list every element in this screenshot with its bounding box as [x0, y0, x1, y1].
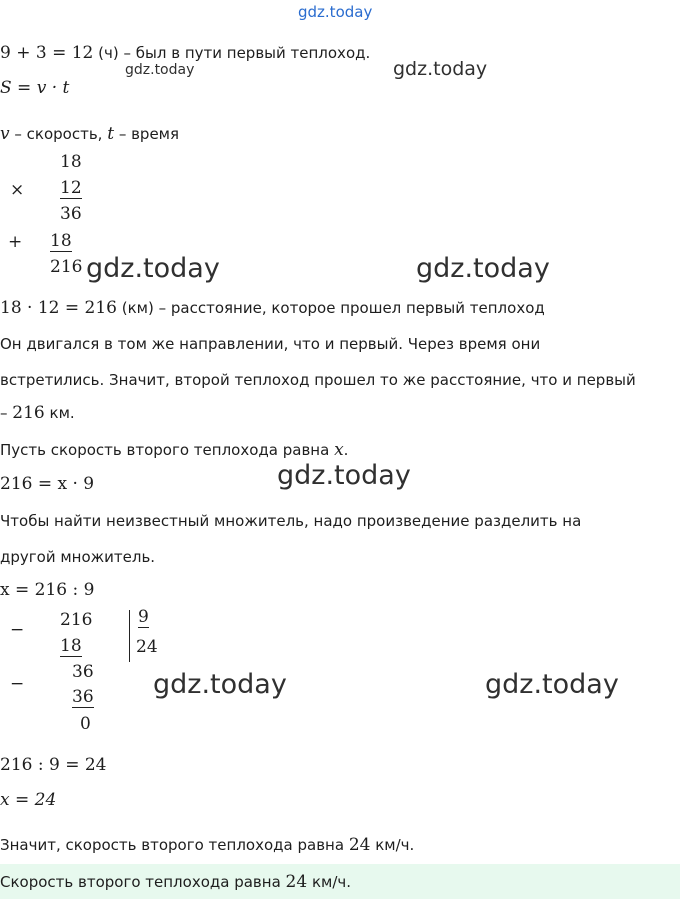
- distance-math: 18 · 12 = 216: [0, 298, 117, 318]
- travel-time-line: [0, 45, 370, 62]
- km-unit: км.: [44, 404, 75, 422]
- answer-line: [0, 874, 351, 891]
- watermark: gdz.today: [485, 669, 619, 700]
- let-dot: .: [343, 441, 349, 459]
- formula-legend: [0, 126, 179, 143]
- mult-factor-a: 18: [60, 152, 82, 172]
- watermark: gdz.today: [153, 669, 287, 700]
- paragraph-line: встретились. Значит, второй теплоход прошел то же расстояние, что и первый: [0, 371, 636, 389]
- watermark: gdz.today: [86, 253, 220, 284]
- distance-text: – расстояние, которое прошел первый теплоход: [153, 299, 545, 317]
- watermark: gdz.today: [393, 58, 488, 80]
- distance-line: [0, 300, 545, 317]
- mult-factor-b: 12: [60, 178, 82, 198]
- legend-speed: – скорость,: [9, 125, 108, 143]
- dash: –: [0, 404, 13, 422]
- answer-text: Скорость второго теплохода равна: [0, 873, 286, 891]
- mult-plus-sign: +: [8, 232, 23, 252]
- answer-number: 24: [285, 872, 308, 892]
- legend-t: t: [107, 124, 115, 144]
- legend-time: – время: [114, 125, 180, 143]
- watermark: gdz.today: [277, 460, 411, 491]
- conclusion-text: Значит, скорость второго теплохода равна: [0, 836, 349, 854]
- result-division: 216 : 9 = 24: [0, 755, 107, 775]
- div-remainder-1: 36: [72, 662, 94, 682]
- watermark: gdz.today: [416, 253, 550, 284]
- let-var: x: [334, 440, 344, 460]
- mult-partial-1: 36: [60, 204, 82, 224]
- div-divisor: 9: [138, 607, 149, 627]
- mult-sign: ×: [10, 180, 25, 200]
- let-text: Пусть скорость второго теплохода равна: [0, 441, 335, 459]
- equation-1: 216 = x · 9: [0, 474, 95, 494]
- div-dividend: 216: [60, 610, 93, 630]
- conclusion-number: 24: [348, 835, 371, 855]
- paragraph-line: другой множитель.: [0, 548, 156, 566]
- result-x: x = 24: [0, 790, 57, 810]
- paragraph-line: [0, 405, 75, 422]
- travel-time-unit: (ч): [98, 44, 119, 62]
- travel-time-math: 9 + 3 = 12: [0, 43, 94, 63]
- div-quotient: 24: [136, 637, 158, 657]
- distance-value: 216: [12, 403, 45, 423]
- mult-result: 216: [50, 257, 83, 277]
- watermark-top: gdz.today: [298, 3, 373, 21]
- div-subtrahend-1: 18: [60, 636, 82, 656]
- legend-v: v: [0, 124, 10, 144]
- mult-partial-2: 18: [50, 231, 72, 251]
- division-bar: [129, 610, 130, 662]
- answer-unit: км/ч.: [307, 873, 351, 891]
- paragraph-line: Чтобы найти неизвестный множитель, надо произведение разделить на: [0, 512, 582, 530]
- conclusion-unit: км/ч.: [370, 836, 415, 854]
- div-remainder-2: 0: [80, 714, 91, 734]
- distance-formula: S = v · t: [0, 78, 70, 98]
- watermark: gdz.today: [125, 62, 195, 78]
- div-minus-1: −: [10, 620, 25, 640]
- div-minus-2: −: [10, 674, 25, 694]
- paragraph-line: Он двигался в том же направлении, что и первый. Через время они: [0, 335, 541, 353]
- travel-time-text: – был в пути первый теплоход.: [118, 44, 371, 62]
- let-line: [0, 442, 348, 459]
- distance-unit: (км): [121, 299, 154, 317]
- div-subtrahend-2: 36: [72, 687, 94, 707]
- equation-2: x = 216 : 9: [0, 580, 95, 600]
- conclusion-line: [0, 837, 414, 854]
